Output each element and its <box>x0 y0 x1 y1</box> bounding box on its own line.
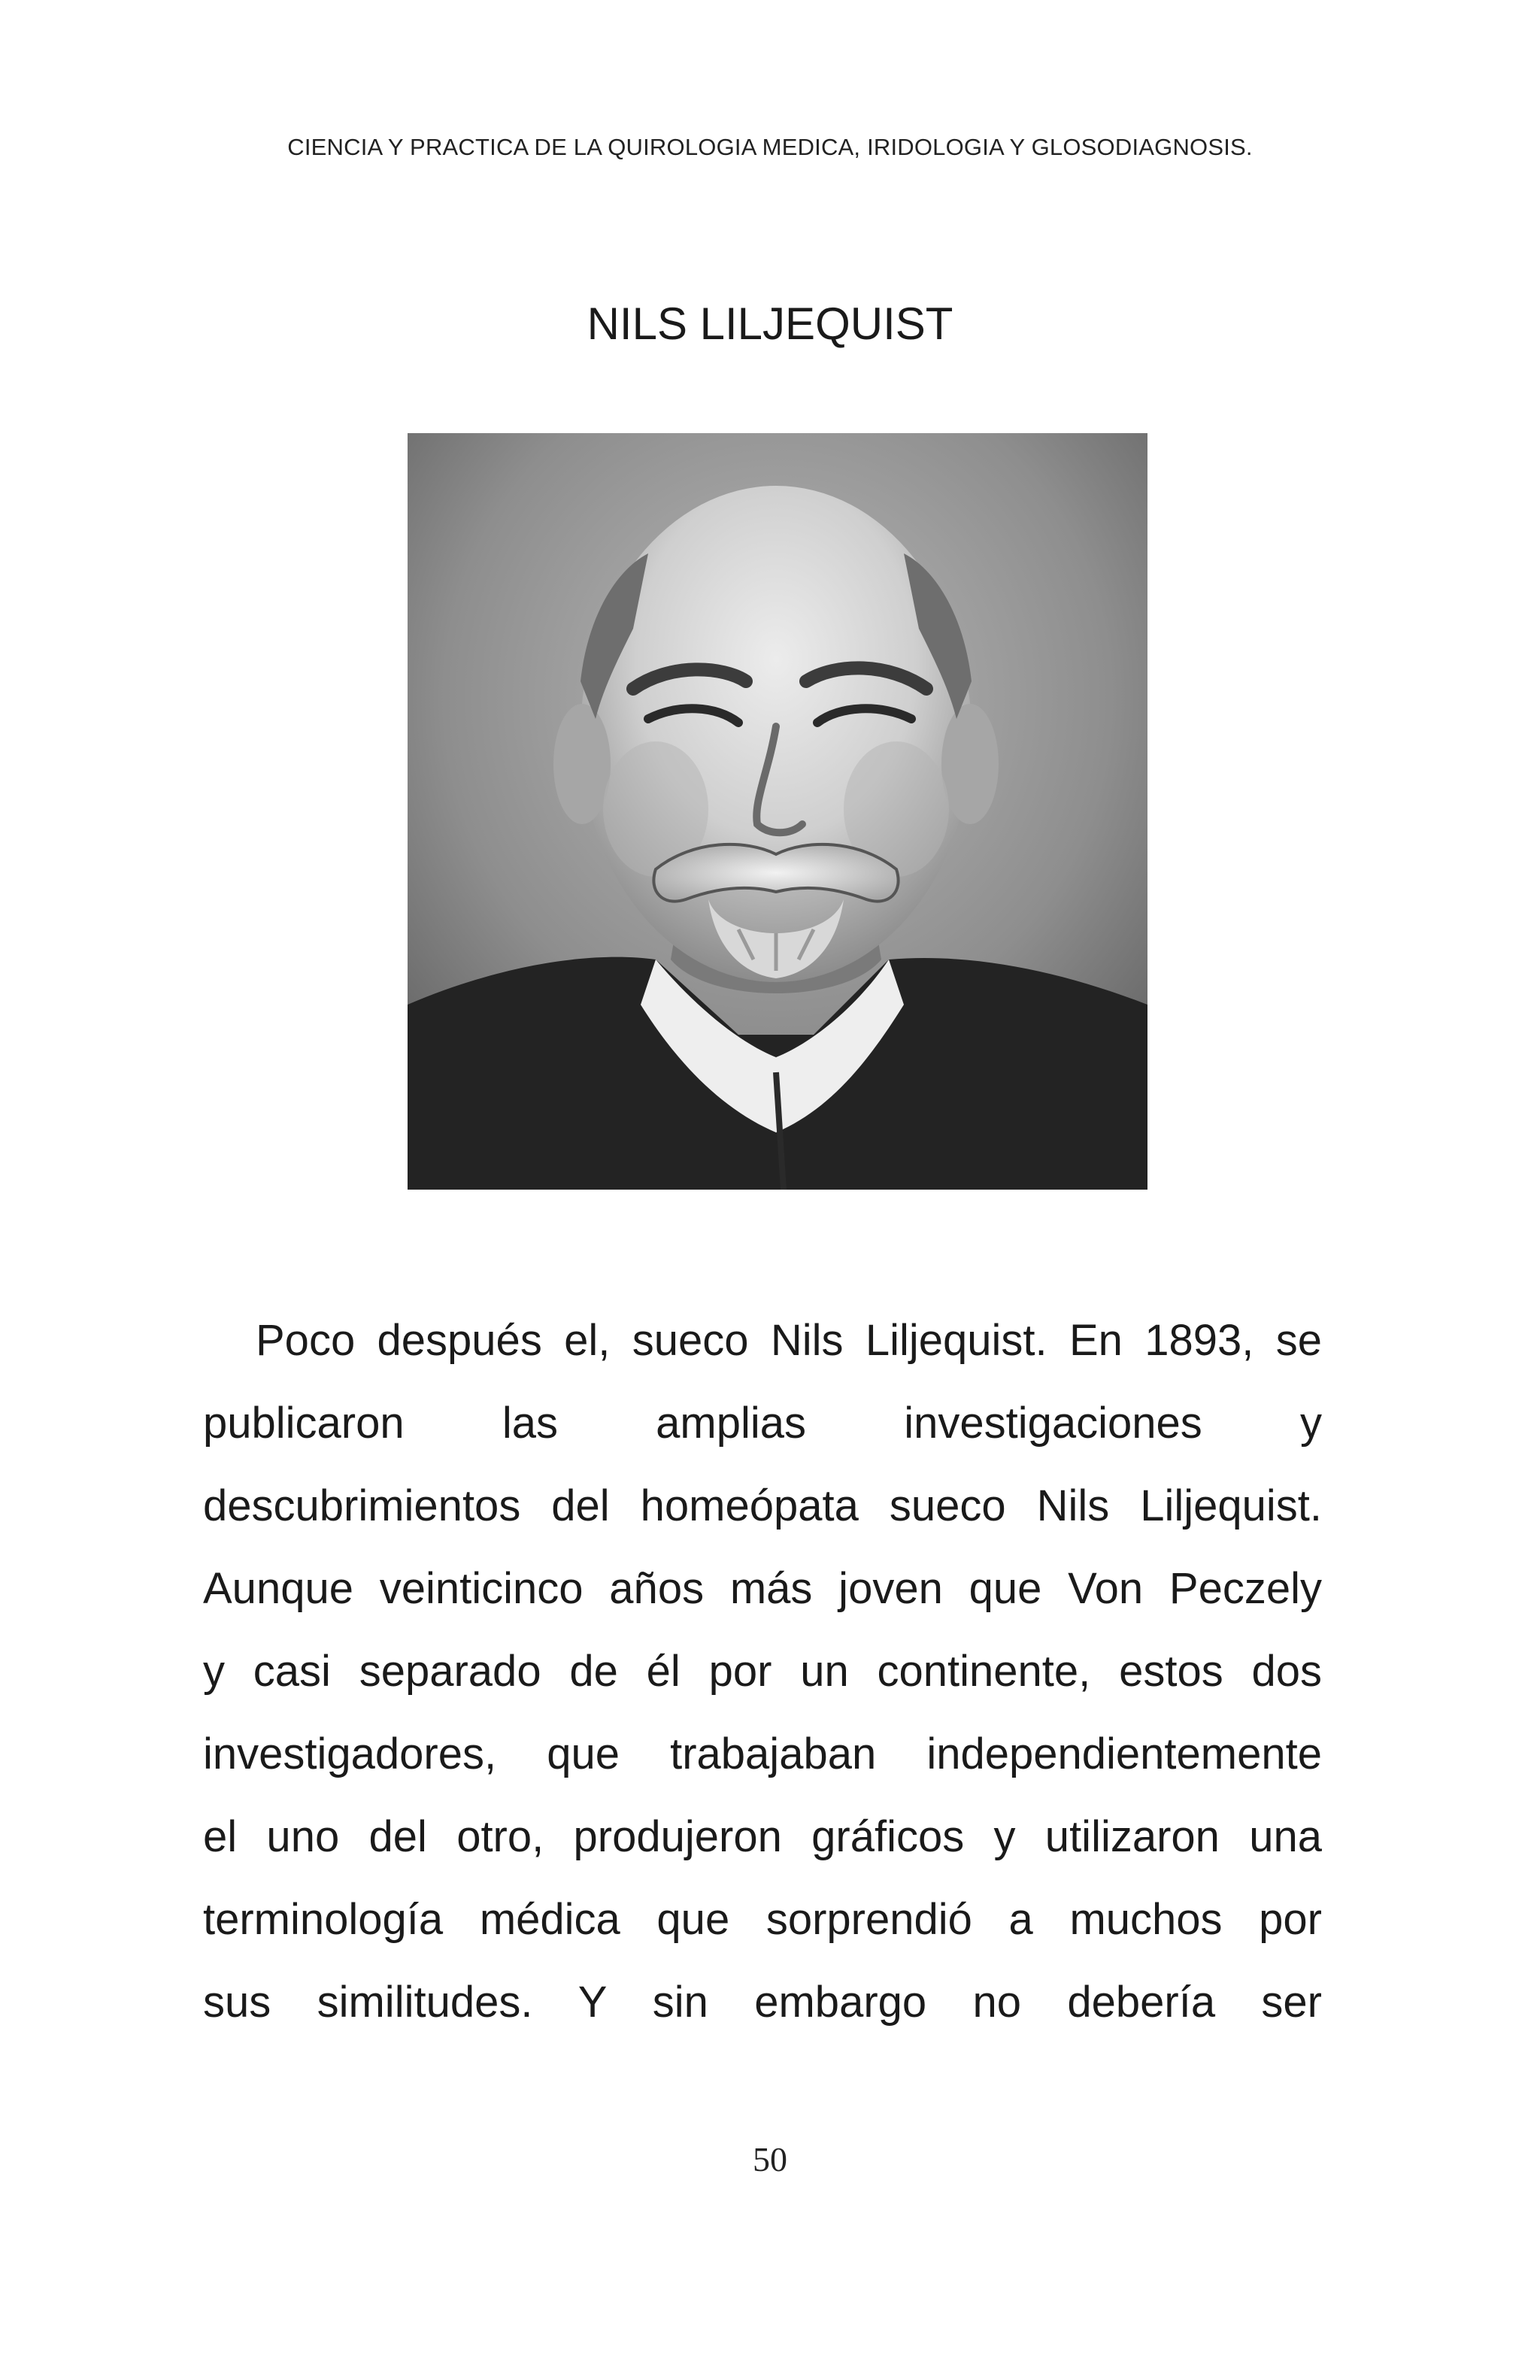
text-line: investigadores, que trabajaban independientemente <box>203 1730 1322 1778</box>
chapter-title: NILS LILJEQUIST <box>587 299 953 349</box>
running-header: CIENCIA Y PRACTICA DE LA QUIROLOGIA MEDICA, IRIDOLOGIA Y GLOSODIAGNOSIS. <box>287 134 1253 160</box>
text-line: y casi separado de él por un continente, estos dos <box>203 1647 1322 1696</box>
page-number: 50 <box>753 2140 787 2178</box>
body-paragraph <box>203 1299 1322 2044</box>
text-line: Aunque veinticinco años más joven que Von Peczely <box>203 1564 1322 1613</box>
text-line: Poco después el, sueco Nils Liljequist. En 1893, se <box>256 1316 1322 1365</box>
text-line: publicaron las amplias investigaciones y <box>203 1399 1322 1448</box>
portrait-illustration <box>408 433 1147 1190</box>
text-line: descubrimientos del homeópata sueco Nils Liljequist. <box>203 1481 1322 1530</box>
text-line: el uno del otro, produjeron gráficos y utilizaron una <box>203 1812 1322 1861</box>
portrait-photo <box>408 433 1147 1190</box>
text-line: terminología médica que sorprendió a muchos por <box>203 1895 1322 1944</box>
text-line: sus similitudes. Y sin embargo no debería ser <box>203 1978 1322 2027</box>
